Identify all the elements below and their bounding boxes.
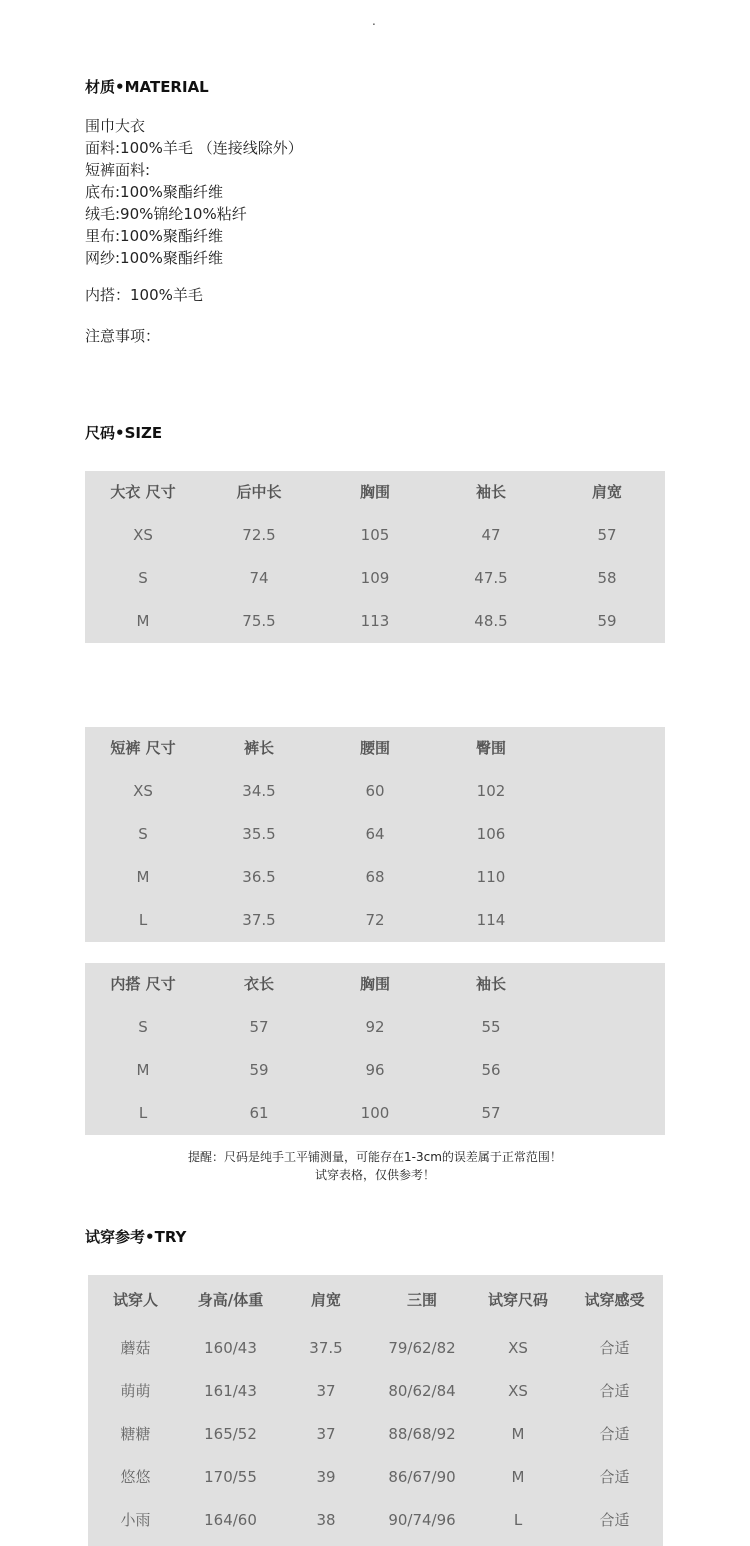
try-on-table — [88, 1275, 663, 1546]
table-cell: 37.5 — [309, 1339, 343, 1357]
table-row — [88, 1499, 663, 1542]
header-cell: 试穿人 — [112, 1291, 158, 1309]
table-row — [85, 770, 665, 813]
table-row — [85, 1049, 665, 1092]
table-cell: 72.5 — [242, 526, 276, 544]
material-line: 里布:100%聚酯纤维 — [85, 227, 223, 245]
table-cell: 47.5 — [474, 569, 508, 587]
table-cell: 72 — [365, 911, 385, 929]
header-cell: 腰围 — [359, 739, 390, 757]
inner-size-table — [85, 963, 665, 1135]
table-cell: 37 — [316, 1382, 336, 1400]
table-cell: 90/74/96 — [388, 1511, 456, 1529]
table-header-row — [85, 963, 665, 1006]
table-cell: 80/62/84 — [388, 1382, 456, 1400]
measurement-reminder: 提醒：尺码是纯手工平铺测量，可能存在1-3cm的误差属于正常范围！ — [188, 1150, 562, 1164]
header-cell: 胸围 — [359, 975, 390, 993]
table-row — [85, 1092, 665, 1135]
table-cell: S — [138, 569, 148, 587]
table-cell: 56 — [481, 1061, 501, 1079]
table-cell: 114 — [476, 911, 506, 929]
header-cell: 内搭 尺寸 — [110, 975, 176, 993]
table-row — [88, 1413, 663, 1456]
table-header-row — [85, 727, 665, 770]
table-cell: M — [136, 612, 150, 630]
table-row — [85, 557, 665, 600]
header-cell: 肩宽 — [591, 483, 622, 501]
table-cell: 58 — [597, 569, 617, 587]
table-cell: 37 — [316, 1425, 336, 1443]
table-cell: 75.5 — [242, 612, 276, 630]
table-cell: 36.5 — [242, 868, 276, 886]
table-cell: 合适 — [599, 1468, 630, 1486]
table-cell: 合适 — [599, 1511, 630, 1529]
table-row — [85, 856, 665, 899]
header-cell: 短裤 尺寸 — [110, 739, 176, 757]
reference-note: 试穿表格，仅供参考！ — [314, 1168, 435, 1182]
table-cell: 88/68/92 — [388, 1425, 456, 1443]
header-cell: 肩宽 — [310, 1291, 341, 1309]
table-cell: 60 — [365, 782, 385, 800]
header-cell: 身高/体重 — [197, 1291, 264, 1309]
care-notes-label: 注意事项： — [85, 327, 161, 345]
table-header-row — [88, 1279, 663, 1322]
table-cell: M — [511, 1425, 525, 1443]
table-cell: L — [513, 1511, 523, 1529]
table-cell: 105 — [360, 526, 390, 544]
table-cell: 57 — [597, 526, 617, 544]
table-cell: 59 — [597, 612, 617, 630]
table-cell: 92 — [365, 1018, 385, 1036]
table-header-row — [85, 471, 665, 514]
table-cell: 48.5 — [474, 612, 508, 630]
header-cell: 袖长 — [475, 483, 506, 501]
table-row — [88, 1327, 663, 1370]
material-list — [85, 115, 303, 269]
material-line: 面料:100%羊毛 （连接线除外） — [85, 139, 303, 157]
shorts-size-table — [85, 727, 665, 942]
table-cell: 55 — [481, 1018, 501, 1036]
header-cell: 胸围 — [359, 483, 390, 501]
table-cell: M — [511, 1468, 525, 1486]
header-cell: 试穿感受 — [584, 1291, 645, 1309]
table-row — [85, 600, 665, 643]
table-cell: 萌萌 — [120, 1382, 151, 1400]
table-row — [85, 899, 665, 942]
table-cell: 74 — [249, 569, 269, 587]
material-line: 短裤面料: — [85, 161, 151, 179]
table-cell: 合适 — [599, 1339, 630, 1357]
table-cell: M — [136, 868, 150, 886]
table-cell: 38 — [316, 1511, 336, 1529]
table-cell: 100 — [360, 1104, 390, 1122]
table-cell: 小雨 — [120, 1511, 151, 1529]
table-cell: 悠悠 — [120, 1468, 151, 1486]
table-cell: S — [138, 1018, 148, 1036]
table-cell: 64 — [365, 825, 385, 843]
table-cell: 160/43 — [204, 1339, 257, 1357]
table-cell: 102 — [476, 782, 506, 800]
table-cell: 86/67/90 — [388, 1468, 456, 1486]
table-cell: L — [138, 911, 148, 929]
table-cell: 68 — [365, 868, 385, 886]
table-cell: L — [138, 1104, 148, 1122]
table-row — [85, 813, 665, 856]
header-cell: 衣长 — [243, 975, 274, 993]
table-cell: XS — [133, 782, 153, 800]
header-cell: 试穿尺码 — [487, 1291, 548, 1309]
table-cell: 61 — [249, 1104, 269, 1122]
table-cell: 113 — [360, 612, 390, 630]
table-cell: 110 — [476, 868, 506, 886]
table-cell: 57 — [481, 1104, 501, 1122]
table-cell: 34.5 — [242, 782, 276, 800]
material-line: 绒毛:90%锦纶10%粘纤 — [85, 205, 247, 223]
table-cell: 合适 — [599, 1382, 630, 1400]
table-cell: 165/52 — [204, 1425, 257, 1443]
table-cell: 161/43 — [204, 1382, 257, 1400]
coat-size-table — [85, 471, 665, 643]
table-row — [88, 1370, 663, 1413]
table-cell: 糖糖 — [120, 1425, 151, 1443]
table-cell: M — [136, 1061, 150, 1079]
table-row — [85, 1006, 665, 1049]
table-cell: 47 — [481, 526, 501, 544]
table-cell: 96 — [365, 1061, 385, 1079]
table-cell: 39 — [316, 1468, 336, 1486]
table-cell: 59 — [249, 1061, 269, 1079]
table-cell: 合适 — [599, 1425, 630, 1443]
inner-material: 内搭：100%羊毛 — [85, 286, 203, 304]
table-cell: XS — [133, 526, 153, 544]
table-row — [85, 514, 665, 557]
table-cell: 109 — [360, 569, 390, 587]
header-cell: 臀围 — [475, 739, 506, 757]
table-cell: 57 — [249, 1018, 269, 1036]
table-cell: 106 — [476, 825, 506, 843]
material-line: 底布:100%聚酯纤维 — [85, 183, 223, 201]
table-cell: 蘑菇 — [120, 1339, 151, 1357]
top-mark: . — [372, 14, 376, 28]
material-heading: 材质•MATERIAL — [85, 78, 209, 96]
table-cell: 35.5 — [242, 825, 276, 843]
table-cell: XS — [508, 1339, 528, 1357]
table-cell: 164/60 — [204, 1511, 257, 1529]
table-cell: 79/62/82 — [388, 1339, 456, 1357]
table-row — [88, 1456, 663, 1499]
header-cell: 后中长 — [236, 483, 282, 501]
header-cell: 大衣 尺寸 — [110, 483, 176, 501]
table-cell: S — [138, 825, 148, 843]
table-cell: XS — [508, 1382, 528, 1400]
size-heading: 尺码•SIZE — [85, 424, 163, 442]
material-line: 网纱:100%聚酯纤维 — [85, 249, 223, 267]
table-cell: 37.5 — [242, 911, 276, 929]
material-line: 围巾大衣 — [85, 117, 146, 135]
header-cell: 裤长 — [243, 739, 274, 757]
table-cell: 170/55 — [204, 1468, 257, 1486]
header-cell: 三围 — [406, 1291, 437, 1309]
try-heading: 试穿参考•TRY — [85, 1228, 187, 1246]
header-cell: 袖长 — [475, 975, 506, 993]
